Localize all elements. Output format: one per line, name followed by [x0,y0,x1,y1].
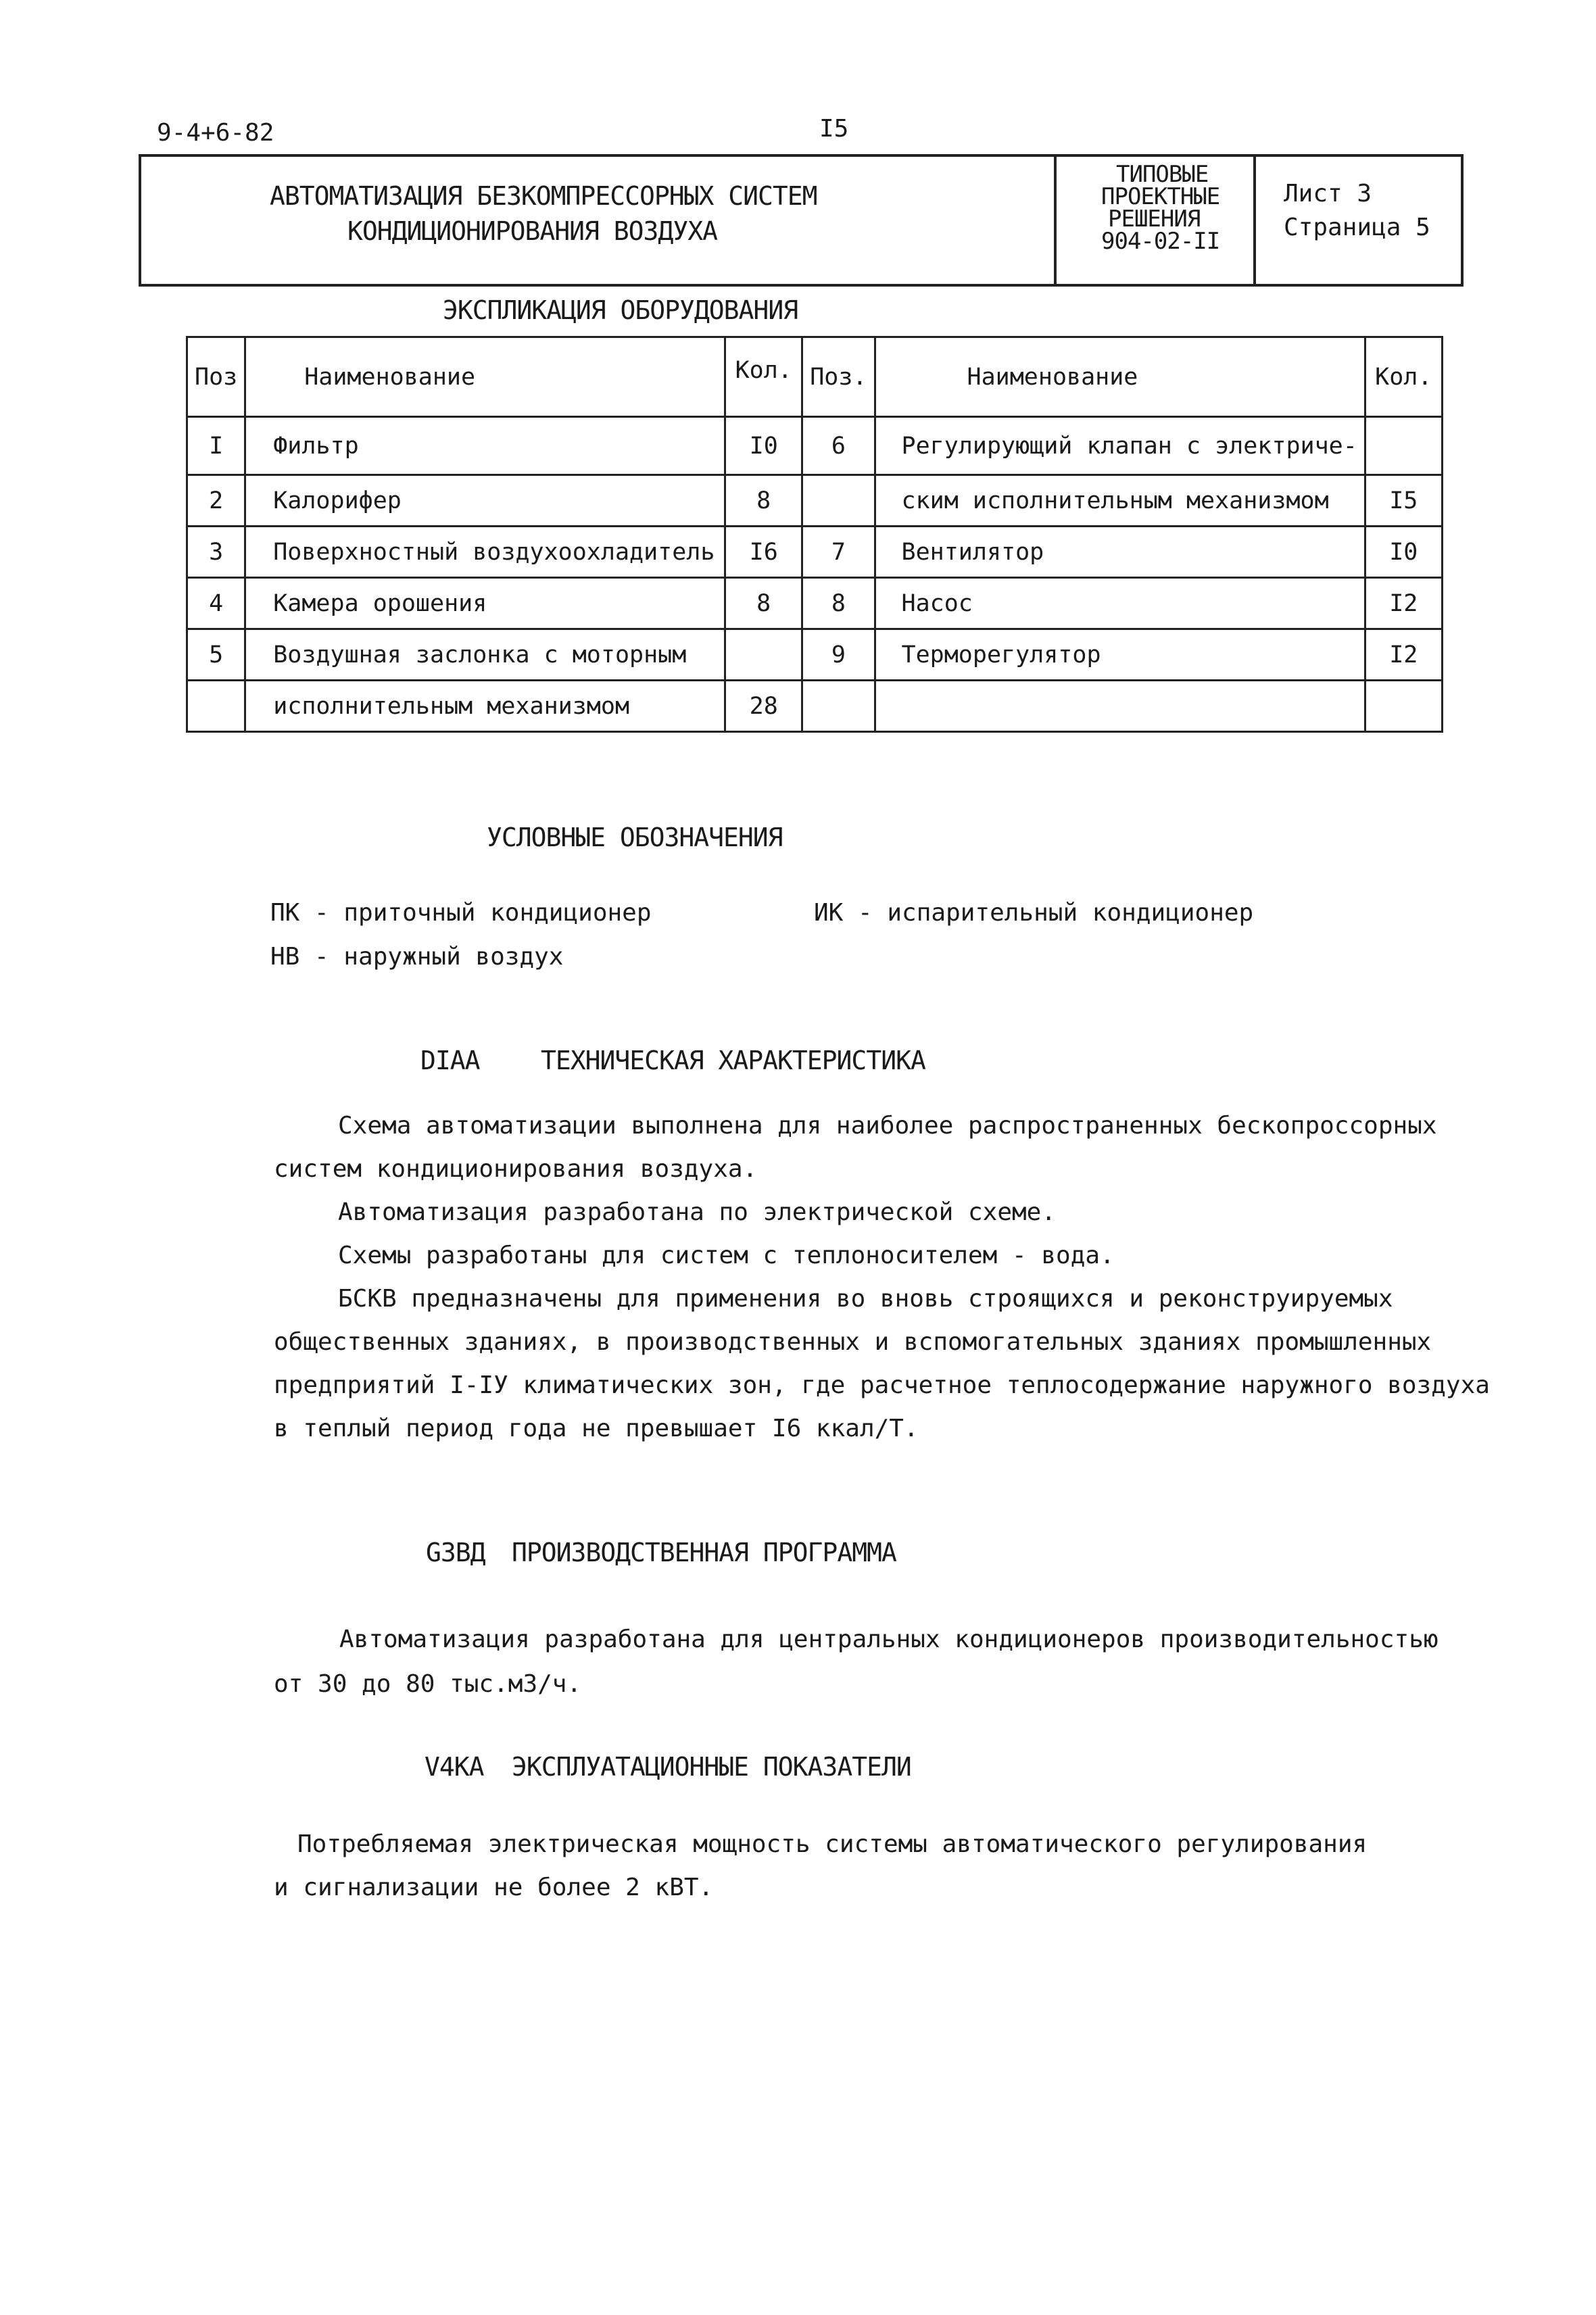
tech-line: общественных зданиях, в производственных и вспомогательных зданиях промышленных [274,1328,1432,1356]
operation-line: Потребляемая электрическая мощность системы автоматического регулирования [297,1830,1368,1858]
table-row [187,578,1443,629]
series-line3: РЕШЕНИЯ [1108,205,1201,233]
header-qty: Кол. [1365,337,1442,417]
cell-qty: I0 [1365,527,1442,578]
cell-qty: I0 [725,417,802,475]
header-pos: Поз [187,337,245,417]
cell-pos [187,681,245,732]
title-block-divider [1253,157,1256,284]
cell-pos: 5 [187,629,245,681]
tech-line: БСКВ предназначены для применения во вновь строящихся и реконструируемых [338,1285,1393,1313]
cell-qty: 28 [725,681,802,732]
cell-qty: 8 [725,475,802,527]
equipment-title: ЭКСПЛИКАЦИЯ ОБОРУДОВАНИЯ [443,295,798,325]
cell-name: Поверхностный воздухоохладитель [245,527,725,578]
production-section-code: G3ВД [426,1538,485,1567]
cell-name: Калорифер [245,475,725,527]
doc-number: 9-4+6-82 [157,119,274,147]
legend-item-pk: ПК - приточный кондиционер [270,899,652,927]
cell-name: Терморегулятор [875,629,1365,681]
header-qty: Кол. [725,337,802,417]
production-line: Автоматизация разработана для центральных кондиционеров производительностью [339,1626,1438,1653]
cell-qty [1365,681,1442,732]
table-row [187,475,1443,527]
table-row [187,681,1443,732]
title-block [139,154,1464,287]
series-label [1101,161,1220,255]
production-line: от 30 до 80 тыс.м3/ч. [274,1670,582,1698]
operation-section-title: ЭКСПЛУАТАЦИОННЫЕ ПОКАЗАТЕЛИ [512,1752,911,1782]
cell-pos: 4 [187,578,245,629]
tech-line: Схема автоматизации выполнена для наиболее распространенных бескопроссорных [338,1112,1437,1140]
series-code: 904-02-II [1101,228,1220,255]
cell-qty: I2 [1365,578,1442,629]
cell-pos [802,681,875,732]
sheet-label: Лист 3 [1284,180,1372,208]
tech-line: в теплый период года не превышает I6 ккал/Т. [274,1415,919,1442]
table-row [187,417,1443,475]
cell-name: исполнительным механизмом [245,681,725,732]
cell-qty: I6 [725,527,802,578]
title-block-divider [1054,157,1057,284]
cell-pos: 9 [802,629,875,681]
tech-line: систем кондиционирования воздуха. [274,1155,758,1183]
table-row [187,629,1443,681]
legend-item-ik: ИК - испарительный кондиционер [814,899,1254,927]
tech-section-title: ТЕХНИЧЕСКАЯ ХАРАКТЕРИСТИКА [541,1046,925,1075]
header-pos: Поз. [802,337,875,417]
table-header-row [187,337,1443,417]
cell-name: Воздушная заслонка с моторным [245,629,725,681]
page-number: I5 [819,115,849,143]
cell-pos: 2 [187,475,245,527]
cell-qty: I5 [1365,475,1442,527]
series-line1: ТИПОВЫЕ [1116,161,1209,188]
cell-qty [725,629,802,681]
tech-line: предприятий I-IУ климатических зон, где расчетное теплосодержание наружного воздуха [274,1371,1490,1399]
cell-pos: 6 [802,417,875,475]
operation-line: и сигнализации не более 2 кВТ. [274,1874,714,1901]
header-name: Наименование [875,337,1365,417]
table-row [187,527,1443,578]
legend-item-nv: НВ - наружный воздух [270,943,564,971]
doc-title-line1: АВТОМАТИЗАЦИЯ БЕЗКОМПРЕССОРНЫХ СИСТЕМ [270,181,817,211]
page-label: Страница 5 [1284,214,1430,241]
production-section-title: ПРОИЗВОДСТВЕННАЯ ПРОГРАММА [512,1538,896,1567]
cell-pos [802,475,875,527]
cell-pos: I [187,417,245,475]
cell-name: Вентилятор [875,527,1365,578]
cell-pos: 3 [187,527,245,578]
equipment-table [186,336,1443,733]
cell-name: Фильтр [245,417,725,475]
cell-qty [1365,417,1442,475]
doc-title-line2: КОНДИЦИОНИРОВАНИЯ ВОЗДУХА [347,216,717,246]
cell-name [875,681,1365,732]
legend-title: УСЛОВНЫЕ ОБОЗНАЧЕНИЯ [487,823,783,852]
cell-name: ским исполнительным механизмом [875,475,1365,527]
cell-qty: I2 [1365,629,1442,681]
cell-pos: 8 [802,578,875,629]
tech-line: Схемы разработаны для систем с теплоносителем - вода. [338,1242,1115,1269]
tech-line: Автоматизация разработана по электрической схеме. [338,1198,1057,1226]
series-line2: ПРОЕКТНЫЕ [1101,183,1220,210]
cell-pos: 7 [802,527,875,578]
cell-qty: 8 [725,578,802,629]
operation-section-code: V4КА [425,1752,484,1782]
tech-section-code: DIAA [420,1046,480,1075]
header-name: Наименование [245,337,725,417]
cell-name: Камера орошения [245,578,725,629]
cell-name: Регулирующий клапан с электриче- [875,417,1365,475]
cell-name: Насос [875,578,1365,629]
